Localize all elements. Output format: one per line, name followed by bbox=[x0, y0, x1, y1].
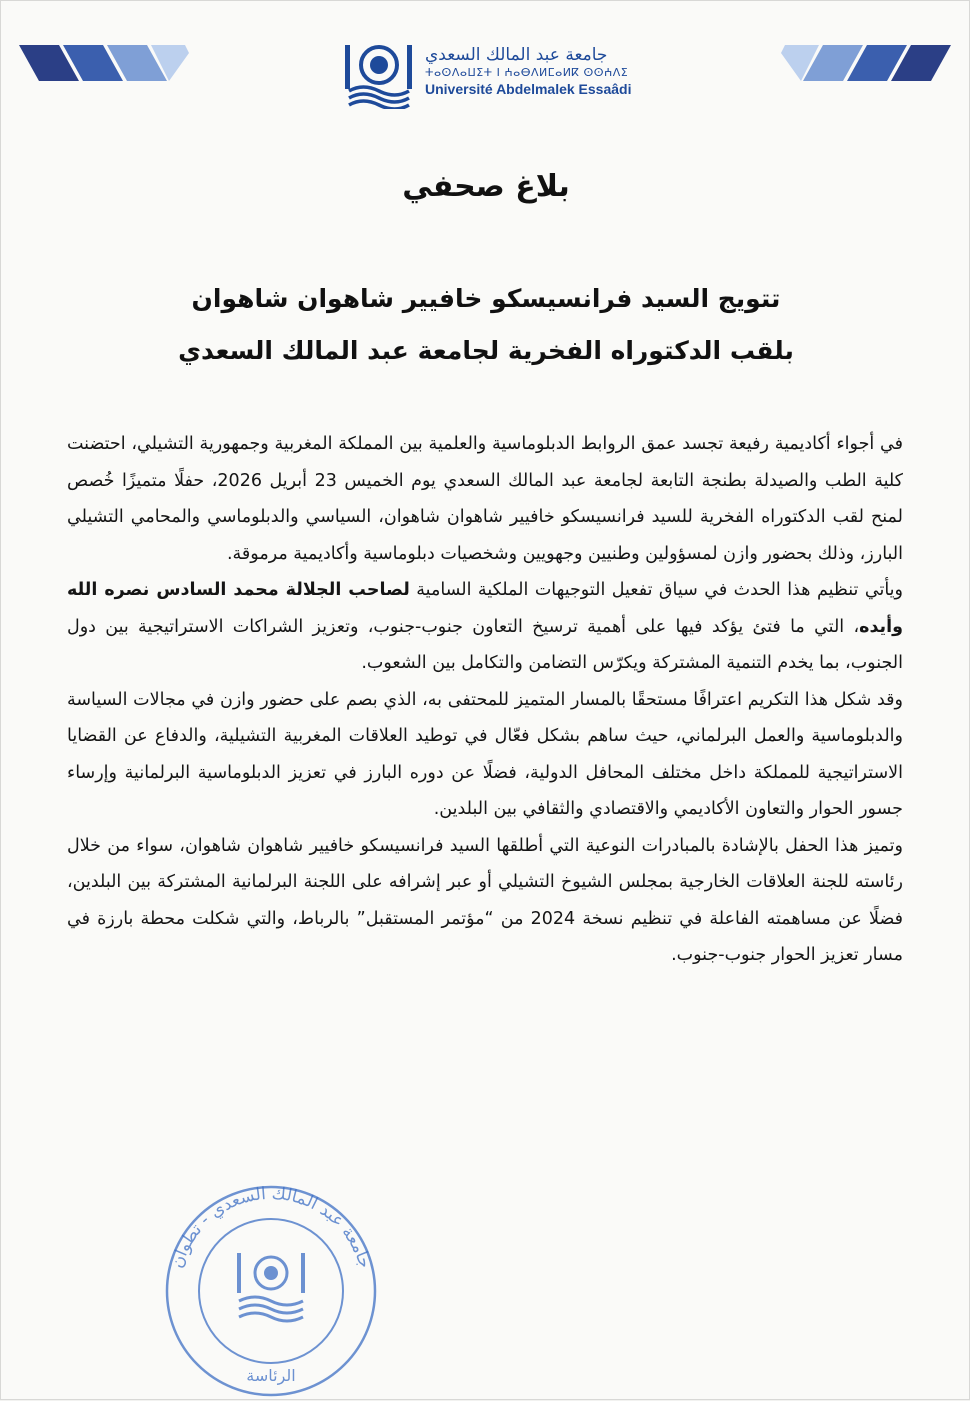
royal-title-bold: لصاحب الجلالة محمد السادس نصره الله وأيده bbox=[67, 580, 903, 637]
press-release-body bbox=[67, 426, 903, 974]
header-chevron-right bbox=[781, 43, 951, 83]
header-chevron-left bbox=[19, 43, 189, 83]
press-release-headline bbox=[151, 273, 821, 377]
stamp-emblem-icon bbox=[237, 1253, 305, 1321]
paragraph-2-intro: ويأتي تنظيم هذا الحدث في سياق تفعيل التوجيهات الملكية السامية bbox=[409, 580, 903, 600]
stamp-inner-text: الرئاسة bbox=[246, 1366, 296, 1385]
university-name-french: Université Abdelmalek Essaâdi bbox=[425, 81, 632, 97]
university-name-tamazight: ⵜⴰⵙⴷⴰⵡⵉⵜ ⵏ ⵄⴰⴱⴷⵍⵎⴰⵍⴽ ⵙⵙⵄⴷⵉ bbox=[425, 66, 629, 79]
paragraph-2-rest: ، التي ما فتئ يؤكد فيها على أهمية ترسيخ التعاون جنوب-جنوب، وتعزيز الشراكات الاستراتيجية بين دول الجنوب، بما يخدم التنمية المشتركة ويكرّس التضامن والتكامل بين الشعوب. bbox=[67, 616, 903, 673]
body-paragraph-4: وتميز هذا الحفل بالإشادة بالمبادرات النوعية التي أطلقها السيد فرانسيسكو خافيير شاهوان شاهوان، سواء من خلال رئاسته للجنة العلاقات الخارجية بمجلس الشيوخ التشيلي أو عبر إشرافه على اللجنة البرلمانية المشتركة بين البلدين، فضلًا عن مساهمته الفاعلة في تنظيم نسخة 2024 من “مؤتمر المستقبل” بالرباط، والتي شكلت محطة بارزة في مسار تعزيز الحوار جنوب-جنوب. bbox=[67, 835, 903, 965]
headline-line-2: بلقب الدكتوراه الفخرية لجامعة عبد المالك السعدي bbox=[178, 336, 794, 365]
university-emblem-icon bbox=[341, 39, 417, 109]
official-stamp bbox=[151, 1181, 391, 1401]
stamp-outer-text: جامعة عبد المالك السعدي - تطوان bbox=[167, 1183, 375, 1271]
university-logo bbox=[341, 39, 641, 109]
document-type-title: بلاغ صحفي bbox=[402, 169, 570, 204]
university-name-arabic: جامعة عبد المالك السعدي bbox=[425, 45, 608, 65]
body-paragraph-3: وقد شكل هذا التكريم اعترافًا مستحقًا بالمسار المتميز للمحتفى به، الذي بصم على حضور وازن في مجالات السياسة والدبلوماسية والعمل البرلماني، حيث ساهم بشكل فعّال في توطيد العلاقات المغربية التشيلية، والدفاع عن القضايا الاستراتيجية للمملكة داخل مختلف المحافل الدولية، فضلًا عن دوره البارز في تعزيز الدبلوماسية البرلمانية وإرساء جسور الحوار والتعاون الأكاديمي والاقتصادي والثقافي بين البلدين. bbox=[67, 689, 903, 819]
headline-line-1: تتويج السيد فرانسيسكو خافيير شاهوان شاهوان bbox=[191, 284, 781, 313]
body-paragraph-2 bbox=[67, 572, 903, 682]
body-paragraph-1: في أجواء أكاديمية رفيعة تجسد عمق الروابط الدبلوماسية والعلمية بين المملكة المغربية وجمهورية التشيلي، احتضنت كلية الطب والصيدلة بطنجة التابعة لجامعة عبد المالك السعدي يوم الخميس 23 أبريل 2026، حفلًا متميزًا خُصص لمنح لقب الدكتوراه الفخرية للسيد فرانسيسكو خافيير شاهوان شاهوان، السياسي والدبلوماسي والمحامي التشيلي البارز، وذلك بحضور وازن لمسؤولين وطنيين وجهويين وشخصيات دبلوماسية وأكاديمية مرموقة. bbox=[67, 434, 904, 564]
